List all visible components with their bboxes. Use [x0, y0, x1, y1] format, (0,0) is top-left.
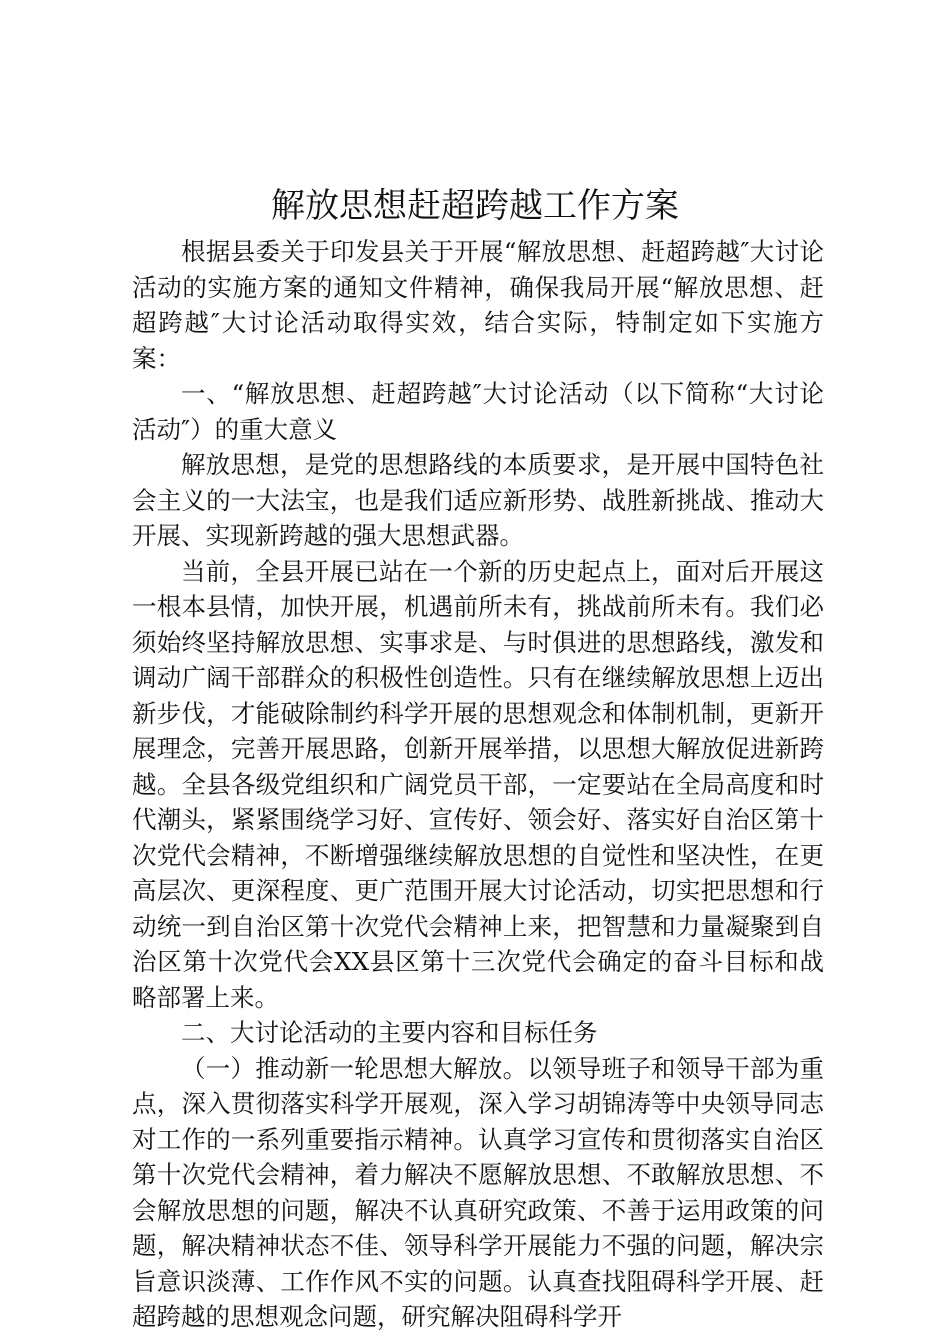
heading-section-2: 二、大讨论活动的主要内容和目标任务 — [181, 1018, 598, 1047]
paragraph-significance: 解放思想，是党的思想路线的本质要求，是开展中国特色社会主义的一大法宝，也是我们适应新形势、战胜新挑战、推动大开展、实现新跨越的强大思想武器。 — [132, 450, 824, 550]
document-body — [132, 234, 824, 1335]
document-title: 解放思想赶超跨越工作方案 — [271, 186, 679, 226]
paragraph-intro: 根据县委关于印发县关于开展“解放思想、赶超跨越″大讨论活动的实施方案的通知文件精神，确保我局开展“解放思想、赶超跨越″大讨论活动取得实效，结合实际，特制定如下实施方案： — [132, 237, 824, 373]
paragraph-task-1: （一）推动新一轮思想大解放。以领导班子和领导干部为重点，深入贯彻落实科学开展观，深入学习胡锦涛等中央领导同志对工作的一系列重要指示精神。认真学习宣传和贯彻落实自治区第十次党代会精神，着力解决不愿解放思想、不敢解放思想、不会解放思想的问题，解决不认真研究政策、不善于运用政策的问题，解决精神状态不佳、领导科学开展能力不强的问题，解决宗旨意识淡薄、工作作风不实的问题。认真查找阻碍科学开展、赶超跨越的思想观念问题，研究解决阻碍科学开 — [132, 1053, 824, 1331]
paragraph-current-situation: 当前，全县开展已站在一个新的历史起点上，面对后开展这一根本县情，加快开展，机遇前所未有，挑战前所未有。我们必须始终坚持解放思想、实事求是、与时俱进的思想路线，激发和调动广阔干部群众的积极性创造性。只有在继续解放思想上迈出新步伐，才能破除制约科学开展的思想观念和体制机制，更新开展理念，完善开展思路，创新开展举措，以思想大解放促进新跨越。全县各级党组织和广阔党员干部，一定要站在全局高度和时代潮头，紧紧围绕学习好、宣传好、领会好、落实好自治区第十次党代会精神，不断增强继续解放思想的自觉性和坚决性，在更高层次、更深程度、更广范围开展大讨论活动，切实把思想和行动统一到自治区第十次党代会精神上来，把智慧和力量凝聚到自治区第十次党代会XX县区第十三次党代会确定的奋斗目标和战略部署上来。 — [132, 556, 824, 1012]
heading-section-1: 一、“解放思想、赶超跨越″大讨论活动（以下简称“大讨论活动″）的重大意义 — [132, 379, 824, 444]
